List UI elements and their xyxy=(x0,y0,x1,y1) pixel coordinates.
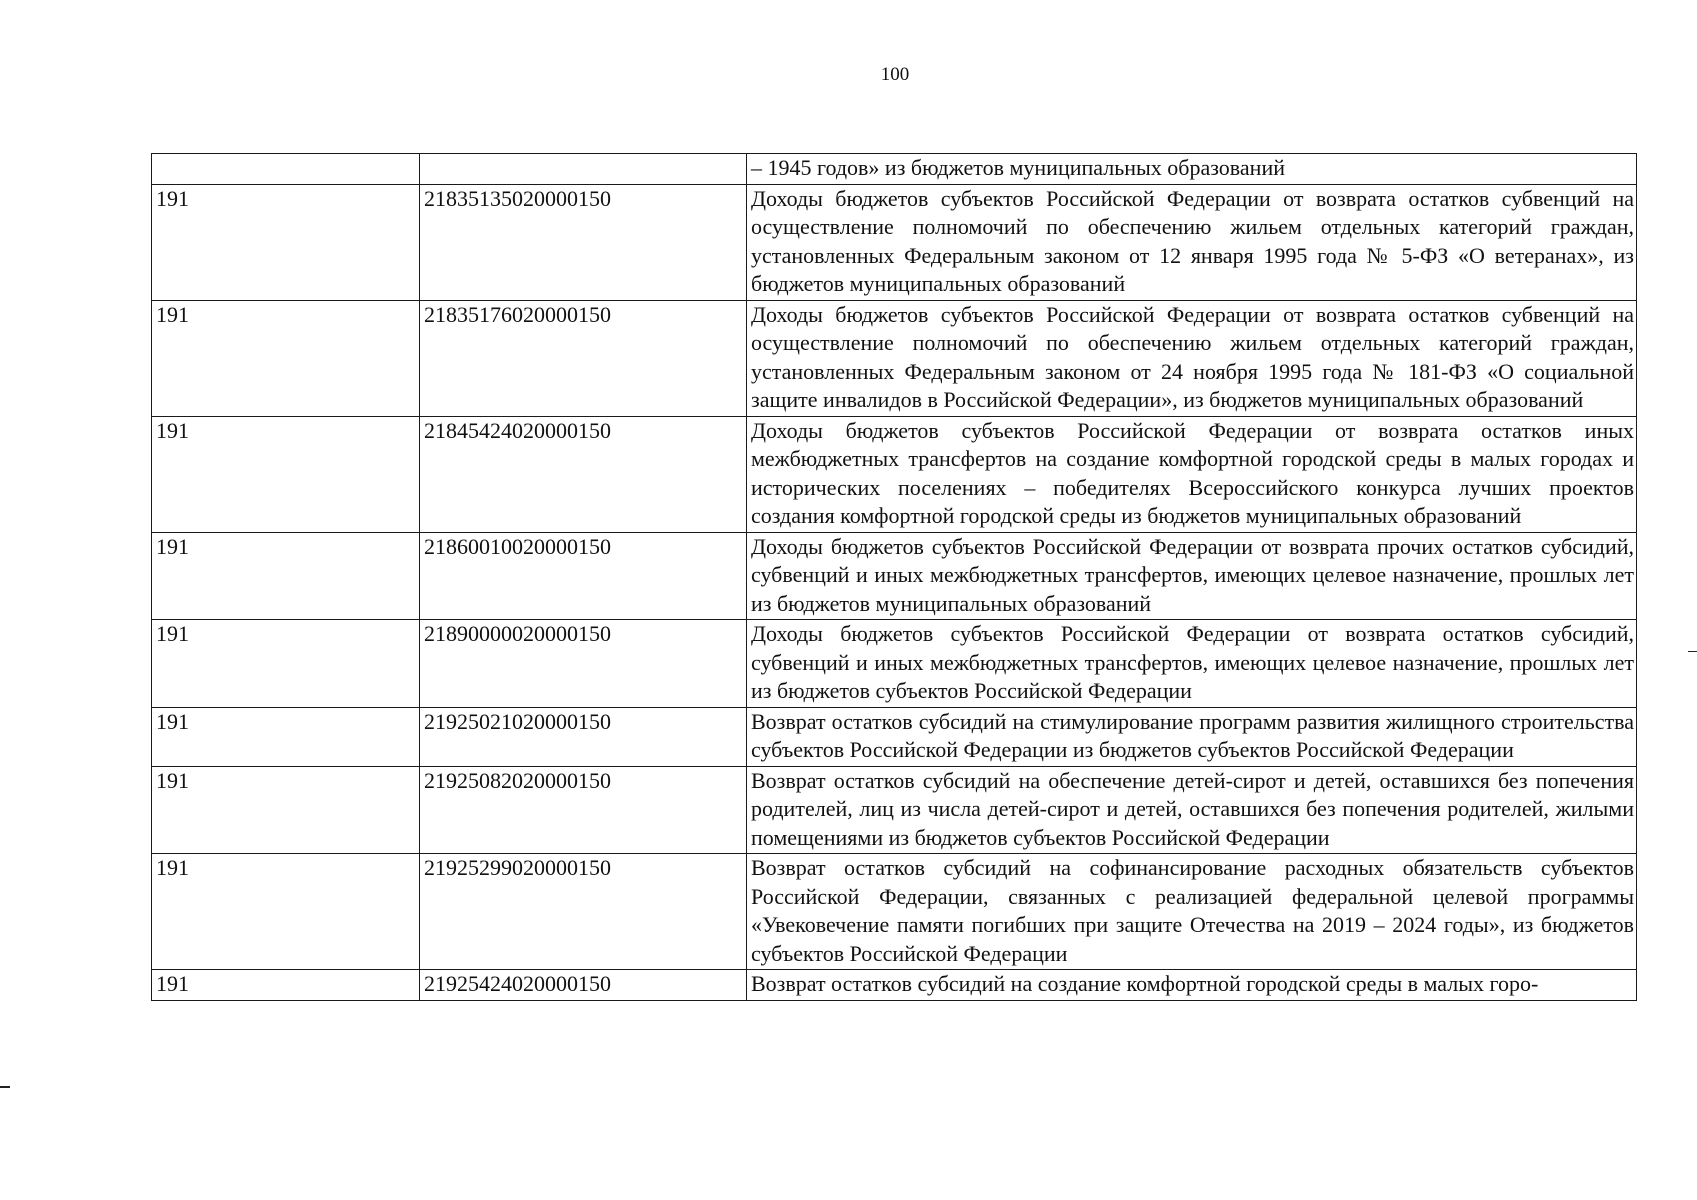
kbk-code-cell: 21860010020000150 xyxy=(420,532,747,620)
kbk-code-cell: 21845424020000150 xyxy=(420,416,747,532)
admin-code-cell: 191 xyxy=(152,854,420,970)
budget-codes-table xyxy=(151,153,1637,1001)
table-row xyxy=(152,970,1637,1001)
admin-code-cell: 191 xyxy=(152,707,420,766)
table-row xyxy=(152,766,1637,854)
description-cell: Возврат остатков субсидий на софинансирование расходных обязательств субъектов Российской Федерации, связанных с реализацией федеральной целевой программы «Увековечение памяти погибших при защите Отечества на 2019 – 2024 годы», из бюджетов субъектов Российской Федерации xyxy=(747,854,1637,970)
table-row xyxy=(152,532,1637,620)
description-cell: Доходы бюджетов субъектов Российской Федерации от возврата остатков субвенций на осуществление полномочий по обеспечению жильем отдельных категорий граждан, установленных Федеральным законом от 24 ноября 1995 года № 181-ФЗ «О социальной защите инвалидов в Российской Федерации», из бюджетов муниципальных образований xyxy=(747,300,1637,416)
table-row xyxy=(152,184,1637,300)
scan-edge-mark xyxy=(1688,651,1697,652)
admin-code-cell: 191 xyxy=(152,620,420,708)
table-row xyxy=(152,620,1637,708)
description-cell: Доходы бюджетов субъектов Российской Федерации от возврата остатков субсидий, субвенций и иных межбюджетных трансфертов, имеющих целевое назначение, прошлых лет из бюджетов субъектов Российской Федерации xyxy=(747,620,1637,708)
description-cell: – 1945 годов» из бюджетов муниципальных образований xyxy=(747,154,1637,185)
description-cell: Доходы бюджетов субъектов Российской Федерации от возврата прочих остатков субсидий, субвенций и иных межбюджетных трансфертов, имеющих целевое назначение, прошлых лет из бюджетов муниципальных образований xyxy=(747,532,1637,620)
admin-code-cell: 191 xyxy=(152,300,420,416)
kbk-code-cell: 21925424020000150 xyxy=(420,970,747,1001)
kbk-code-cell: 21835176020000150 xyxy=(420,300,747,416)
description-cell: Доходы бюджетов субъектов Российской Федерации от возврата остатков субвенций на осуществление полномочий по обеспечению жильем отдельных категорий граждан, установленных Федеральным законом от 12 января 1995 года № 5-ФЗ «О ветеранах», из бюджетов муниципальных образований xyxy=(747,184,1637,300)
kbk-code-cell: 21925021020000150 xyxy=(420,707,747,766)
table-row xyxy=(152,854,1637,970)
table-row xyxy=(152,154,1637,185)
kbk-code-cell xyxy=(420,154,747,185)
description-cell: Возврат остатков субсидий на стимулирование программ развития жилищного строительства субъектов Российской Федерации из бюджетов субъектов Российской Федерации xyxy=(747,707,1637,766)
description-cell: Возврат остатков субсидий на создание комфортной городской среды в малых горо- xyxy=(747,970,1637,1001)
scan-edge-mark xyxy=(0,1086,10,1088)
page-number: 100 xyxy=(880,64,910,85)
kbk-code-cell: 21835135020000150 xyxy=(420,184,747,300)
description-cell: Доходы бюджетов субъектов Российской Федерации от возврата остатков иных межбюджетных трансфертов на создание комфортной городской среды в малых городах и исторических поселениях – победителях Всероссийского конкурса лучших проектов создания комфортной городской среды из бюджетов муниципальных образований xyxy=(747,416,1637,532)
kbk-code-cell: 21890000020000150 xyxy=(420,620,747,708)
admin-code-cell: 191 xyxy=(152,532,420,620)
admin-code-cell xyxy=(152,154,420,185)
admin-code-cell: 191 xyxy=(152,970,420,1001)
kbk-code-cell: 21925082020000150 xyxy=(420,766,747,854)
table-row xyxy=(152,300,1637,416)
admin-code-cell: 191 xyxy=(152,766,420,854)
admin-code-cell: 191 xyxy=(152,416,420,532)
table-row xyxy=(152,707,1637,766)
description-cell: Возврат остатков субсидий на обеспечение детей-сирот и детей, оставшихся без попечения родителей, лиц из числа детей-сирот и детей, оставшихся без попечения родителей, жилыми помещениями из бюджетов субъектов Российской Федерации xyxy=(747,766,1637,854)
admin-code-cell: 191 xyxy=(152,184,420,300)
kbk-code-cell: 21925299020000150 xyxy=(420,854,747,970)
table-row xyxy=(152,416,1637,532)
